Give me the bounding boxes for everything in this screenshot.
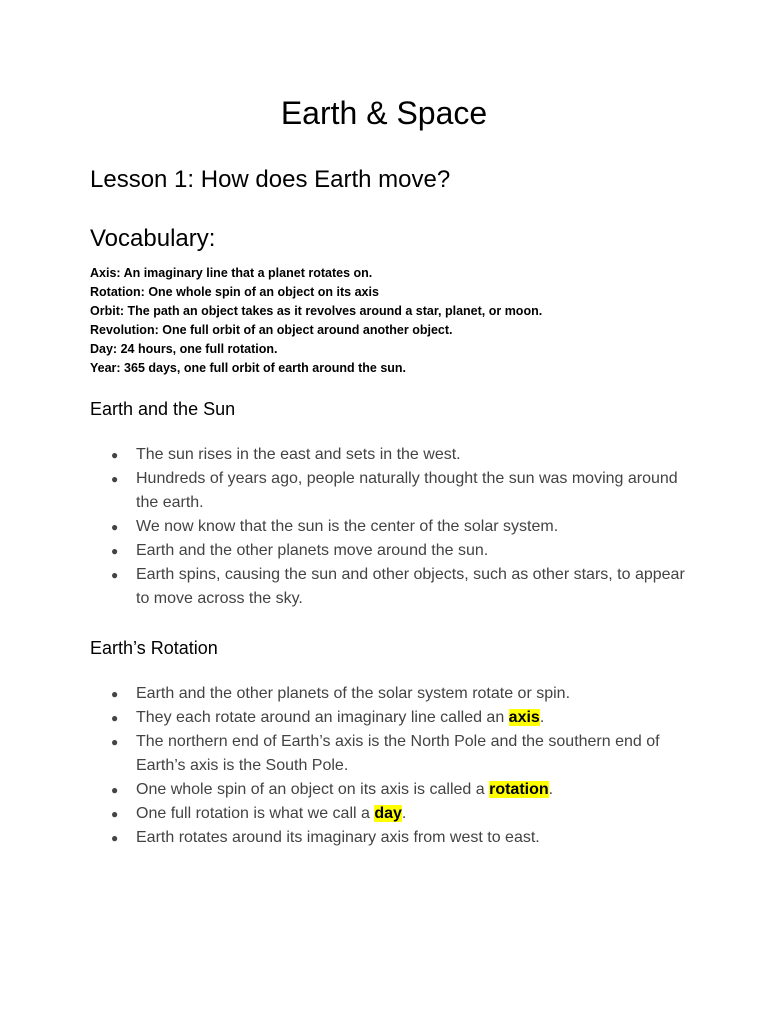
list-item (111, 778, 691, 802)
list-item (111, 539, 691, 563)
list-item (111, 563, 691, 611)
bullet-icon: ● (111, 568, 119, 582)
list-item-text: Earth spins, causing the sun and other objects, such as other stars, to appear to move across the sky. (136, 566, 685, 607)
list-item-text: They each rotate around an imaginary line called an (136, 709, 509, 726)
lesson-title: Lesson 1: How does Earth move? (90, 166, 451, 193)
list-item (111, 730, 691, 778)
document-title: Earth & Space (280, 95, 488, 131)
earth-rotation-heading: Earth’s Rotation (90, 638, 218, 658)
list-item-text: We now know that the sun is the center of the solar system. (136, 518, 559, 535)
list-item-text: Hundreds of years ago, people naturally thought the sun was moving around the earth. (136, 470, 678, 511)
list-item (111, 706, 691, 730)
vocabulary-item-day: Day: 24 hours, one full rotation. (90, 342, 278, 356)
list-item-text: Earth and the other planets of the solar system rotate or spin. (136, 685, 571, 702)
bullet-icon: ● (111, 687, 119, 701)
list-item-text: Earth and the other planets move around the sun. (136, 542, 489, 559)
bullet-icon: ● (111, 807, 119, 821)
earth-rotation-list (111, 682, 691, 850)
list-item-text-end: . (548, 781, 554, 798)
earth-and-sun-heading: Earth and the Sun (90, 399, 236, 419)
vocabulary-item-orbit: Orbit: The path an object takes as it revolves around a star, planet, or moon. (90, 304, 543, 318)
bullet-icon: ● (111, 544, 119, 558)
list-item-text-end: . (401, 805, 407, 822)
list-item-text: The northern end of Earth’s axis is the North Pole and the southern end of Earth’s axis is the South Pole. (136, 733, 660, 774)
vocabulary-item-axis: Axis: An imaginary line that a planet rotates on. (90, 266, 373, 280)
earth-and-sun-list (111, 443, 691, 611)
list-item (111, 467, 691, 515)
vocabulary-item-revolution: Revolution: One full orbit of an object around another object. (90, 323, 453, 337)
highlighted-term-rotation: rotation (489, 781, 549, 798)
list-item-text: Earth rotates around its imaginary axis from west to east. (136, 829, 540, 846)
bullet-icon: ● (111, 472, 119, 486)
list-item-text: One whole spin of an object on its axis is called a (136, 781, 490, 798)
list-item-text-end: . (539, 709, 545, 726)
list-item (111, 443, 691, 467)
bullet-icon: ● (111, 735, 119, 749)
list-item (111, 826, 691, 850)
highlighted-term-axis: axis (508, 709, 540, 726)
vocabulary-item-year: Year: 365 days, one full orbit of earth around the sun. (90, 361, 407, 375)
list-item (111, 682, 691, 706)
bullet-icon: ● (111, 448, 119, 462)
list-item-text: One full rotation is what we call a (136, 805, 375, 822)
list-item (111, 802, 691, 826)
bullet-icon: ● (111, 711, 119, 725)
vocabulary-list (90, 264, 542, 378)
list-item-text: The sun rises in the east and sets in the west. (136, 446, 461, 463)
bullet-icon: ● (111, 520, 119, 534)
vocabulary-item-rotation: Rotation: One whole spin of an object on its axis (90, 285, 379, 299)
bullet-icon: ● (111, 831, 119, 845)
list-item (111, 515, 691, 539)
highlighted-term-day: day (374, 805, 402, 822)
vocabulary-heading: Vocabulary: (90, 225, 216, 252)
bullet-icon: ● (111, 783, 119, 797)
